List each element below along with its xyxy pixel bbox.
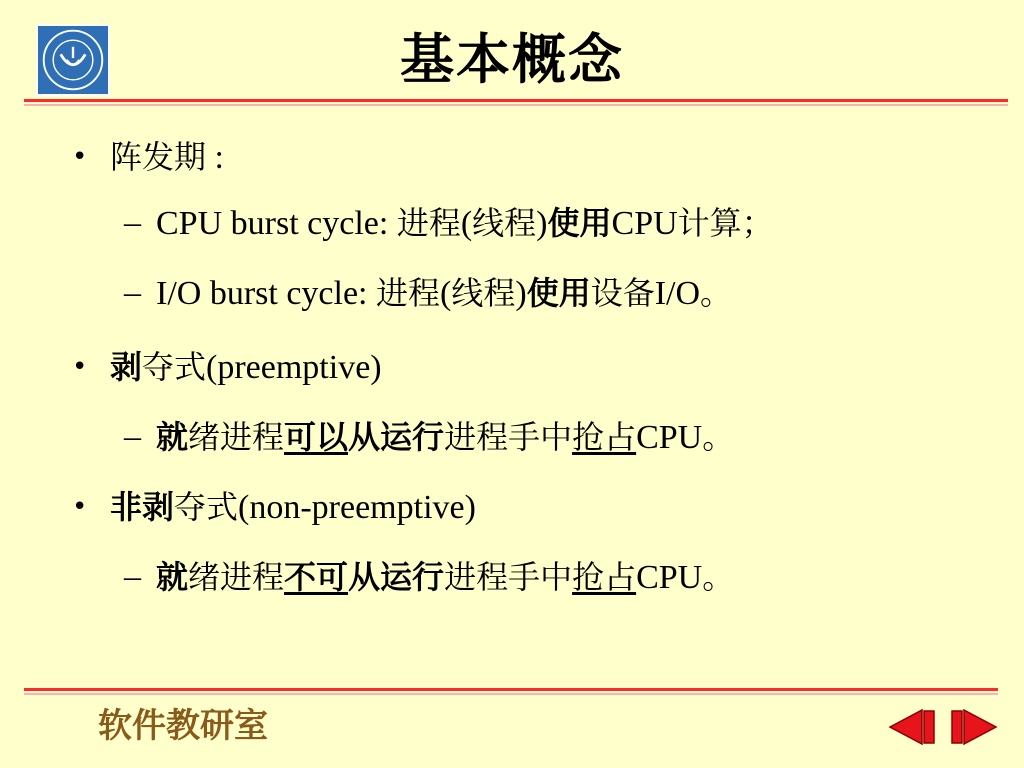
- text-run: (: [440, 275, 452, 312]
- sub-bullet-item-1-2: [156, 272, 732, 315]
- text-run: 剥: [110, 348, 143, 386]
- text-run: 进程手中: [444, 418, 573, 456]
- text-run: ): [536, 205, 548, 242]
- text-run: ): [515, 275, 527, 312]
- text-run: 计算；: [677, 204, 774, 242]
- text-run: 就: [156, 558, 189, 596]
- text-run: 进程: [376, 274, 441, 312]
- text-run: 从运行: [348, 558, 445, 596]
- text-run: 使用: [547, 204, 612, 242]
- text-run: 线程: [472, 204, 537, 242]
- bullet-marker: •: [72, 492, 88, 522]
- text-run: 就: [156, 418, 189, 456]
- text-run: I/O burst cycle:: [156, 275, 376, 312]
- text-run: I/O: [654, 275, 701, 312]
- bullet-item-3: [110, 486, 476, 529]
- sub-bullet-item-2-1: [156, 416, 734, 459]
- text-run: (preemptive): [206, 349, 382, 386]
- bullet-marker: •: [72, 142, 88, 172]
- slide-title: 基本概念: [400, 28, 624, 91]
- sub-bullet-marker: –: [124, 204, 141, 241]
- next-arrow-icon: [948, 708, 998, 746]
- text-run: 夺式: [142, 348, 207, 386]
- text-run: CPU: [636, 559, 703, 596]
- text-run: 。: [700, 274, 733, 312]
- text-run: 抢占: [572, 558, 637, 596]
- prev-slide-button[interactable]: [888, 708, 938, 746]
- text-run: 不可: [284, 558, 349, 596]
- prev-arrow-icon: [888, 708, 938, 746]
- sub-bullet-item-1-1: [156, 202, 774, 245]
- text-run: 非剥: [110, 488, 175, 526]
- text-run: 。: [702, 558, 735, 596]
- text-run: (: [460, 205, 473, 242]
- text-run: CPU: [611, 205, 678, 242]
- next-slide-button[interactable]: [948, 708, 998, 746]
- sub-bullet-marker: –: [124, 274, 141, 311]
- text-run: 进程: [396, 204, 461, 242]
- footer-label: 软件教研室: [98, 706, 268, 746]
- bullet-item-1: [110, 136, 224, 179]
- text-run: (non-preemptive): [238, 489, 476, 526]
- text-run: 阵发期: [110, 138, 207, 176]
- text-run: 。: [702, 418, 735, 456]
- text-run: 绪进程: [188, 558, 285, 596]
- bullet-item-2: [110, 346, 382, 389]
- text-run: CPU burst cycle:: [156, 205, 397, 242]
- text-run: 夺式: [174, 488, 239, 526]
- text-run: CPU: [636, 419, 703, 456]
- text-run: 进程手中: [444, 558, 573, 596]
- text-run: 抢占: [572, 418, 637, 456]
- footer-divider-shadow: [24, 693, 998, 695]
- text-run: 从运行: [348, 418, 445, 456]
- text-run: 设备: [590, 274, 655, 312]
- footer-divider: [24, 688, 998, 691]
- text-run: 可以: [284, 418, 349, 456]
- sub-bullet-marker: –: [124, 558, 141, 595]
- bullet-marker: •: [72, 352, 88, 382]
- sub-bullet-marker: –: [124, 418, 141, 455]
- text-run: 线程: [451, 274, 516, 312]
- sub-bullet-item-3-1: [156, 556, 734, 599]
- text-run: 使用: [526, 274, 591, 312]
- text-run: 绪进程: [188, 418, 285, 456]
- text-run: :: [206, 139, 224, 176]
